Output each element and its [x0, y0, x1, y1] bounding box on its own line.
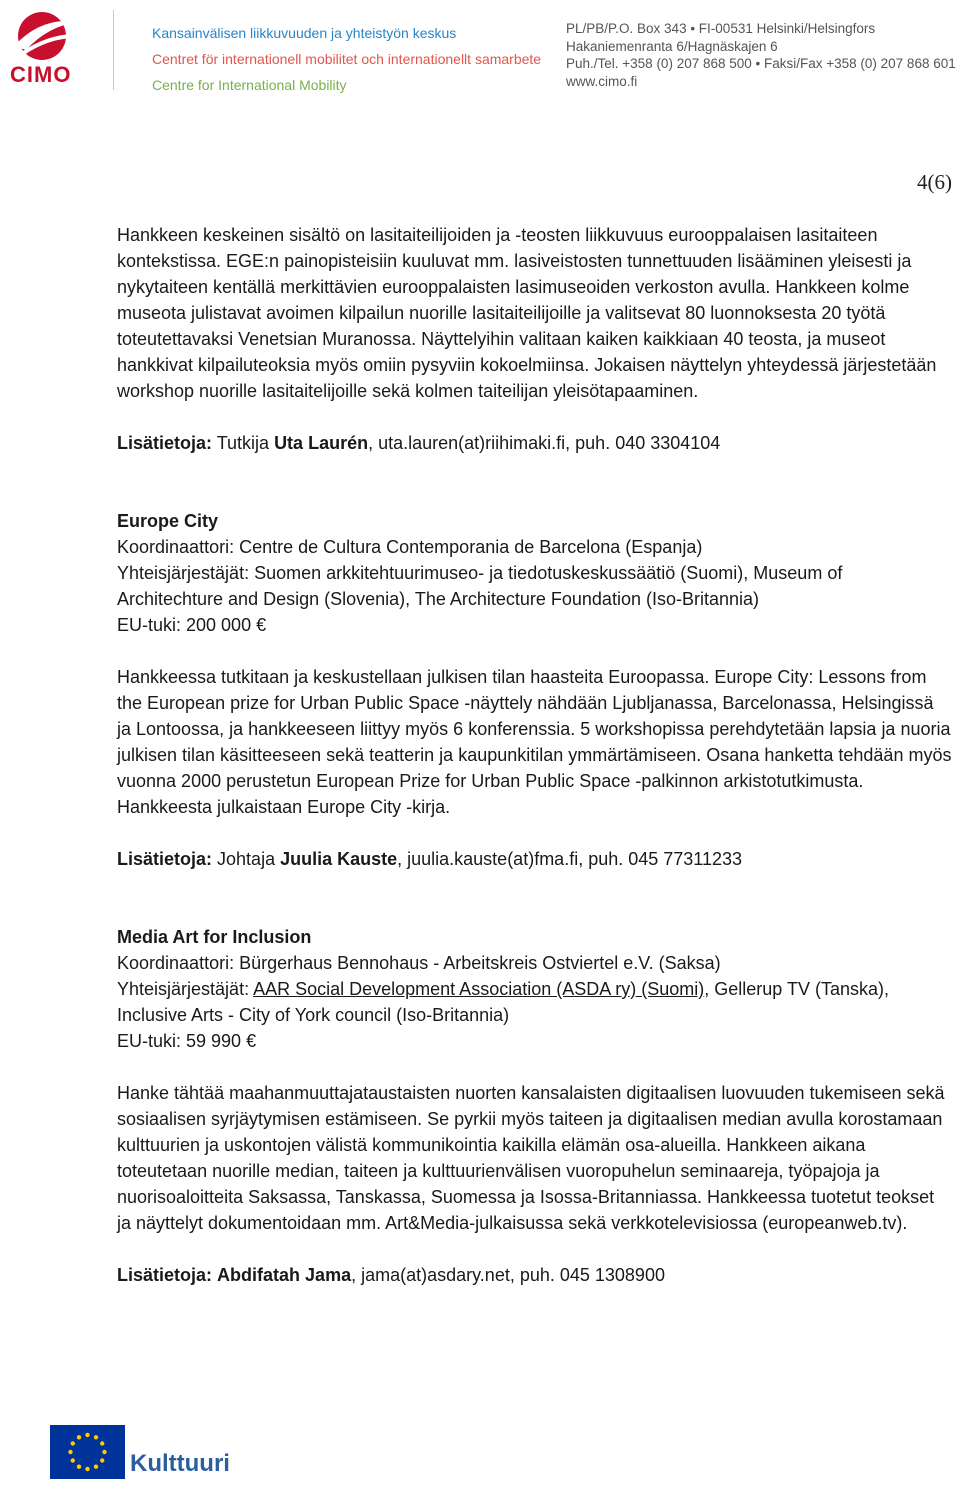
eu-star-icon [77, 1465, 81, 1469]
eu-star-icon [85, 1433, 89, 1437]
media-art-contact [117, 1262, 952, 1288]
grant-line: EU-tuki: 59 990 € [117, 1031, 257, 1051]
section-title-europe-city: Europe City [117, 511, 219, 531]
coordinator-line: Koordinaattori: Centre de Cultura Contemporania de Barcelona (Espanja) [117, 537, 703, 557]
partners-rest: , Gellerup TV (Tanska), Inclusive Arts - City of York council (Iso-Britannia) [117, 979, 889, 1025]
contact-title: Johtaja [212, 849, 281, 869]
partners-label: Yhteisjärjestäjät: [117, 979, 254, 999]
europe-city-contact [117, 846, 952, 872]
document-body [117, 222, 952, 1288]
contact-label: Lisätietoja: [117, 433, 213, 453]
footer-programme-label: Kulttuuri [130, 1450, 230, 1477]
website-link[interactable]: www.cimo.fi [566, 73, 638, 89]
section-title-media-art: Media Art for Inclusion [117, 927, 312, 947]
contact-name: Juulia Kauste [280, 849, 398, 869]
eu-star-icon [71, 1441, 75, 1445]
intro-paragraph: Hankkeen keskeinen sisältö on lasitaiteilijoiden ja -teosten liikkuvuus eurooppalaisen lasitaiteen kontekstissa. EGE:n painopisteisiin kuuluvat mm. lasiveistosten tunnettuuden lisääminen yleisesti ja nykytaiteen kentällä merkittävien eurooppalaisten lasimuseoiden verkoston avulla. Hankkeen kolme museota julistavat avoimen kilpailun nuorille lasitaiteilijoille ja valitsevat 80 luonnoksesta 20 työtä toteutettavaksi Venetsian Muranossa. Näyttelyihin valitaan kaiken kaikkiaan 40 teosta, ja museot hankkivat kilpailuteoksia myös omiin pysyviin kokoelmiinsa. Jokaisen näyttelyn yhteydessä järjestetään workshop nuorille lasitaitelijoille sekä kolmen taiteilijan yleisötapaaminen. [117, 225, 937, 401]
eu-flag-icon [50, 1425, 125, 1479]
contact-details: , uta.lauren(at)riihimaki.fi, puh. 040 3304104 [368, 433, 721, 453]
grant-line: EU-tuki: 200 000 € [117, 615, 267, 635]
eu-star-icon [94, 1465, 98, 1469]
page-number: 4(6) [917, 170, 952, 194]
eu-star-icon [85, 1467, 89, 1471]
eu-star-icon [94, 1435, 98, 1439]
eu-star-icon [71, 1458, 75, 1462]
coordinator-line: Koordinaattori: Bürgerhaus Bennohaus - Arbeitskreis Ostviertel e.V. (Saksa) [117, 953, 721, 973]
org-name-en: Centre for International Mobility [152, 77, 347, 93]
media-art-paragraph: Hanke tähtää maahanmuuttajataustaisten nuorten kansalaisten digitaalisen luovuuden tukemiseen sekä sosiaalisen syrjäytymisen estämiseen. Se pyrkii myös taiteen ja digitaalisen median avulla korostamaan kulttuurien ja uskontojen välistä kommunikointia kaikilla elämän osa-alueilla. Hankkeen aikana toteutetaan nuorille median, taiteen ja kulttuurienvälisen vuoropuhelun seminaareja, työpajoja ja nuorisoaloitteita Saksassa, Tanskassa, Suomessa ja Isossa-Britanniassa. Hankkeessa tuotetut teokset ja näyttelyt dokumentoidaan mm. Art&Media-julkaisussa sekä verkkotelevisiossa (europeanweb.tv). [117, 1083, 945, 1233]
cimo-logo-text: CIMO [10, 62, 72, 87]
contact-label: Lisätietoja: [117, 1265, 213, 1285]
address-line: PL/PB/P.O. Box 343 • FI-00531 Helsinki/Helsingfors [566, 21, 876, 36]
header-divider [113, 10, 114, 90]
partner-link[interactable]: AAR Social Development Association (ASDA ry) (Suomi) [253, 979, 705, 999]
eu-star-icon [77, 1435, 81, 1439]
partners-line: Yhteisjärjestäjät: Suomen arkkitehtuurimuseo- ja tiedotuskeskussäätiö (Suomi), Museum of Architechture and Design (Slovenia), The Architecture Foundation (Iso-Britannia) [117, 563, 843, 609]
letterhead [0, 0, 960, 100]
eu-star-icon [100, 1441, 104, 1445]
address-block [566, 20, 956, 90]
address-line: Hakaniemenranta 6/Hagnäskajen 6 [566, 38, 778, 54]
contact-name: Abdifatah Jama [217, 1265, 352, 1285]
contact-name: Uta Laurén [274, 433, 369, 453]
contact-title: Tutkija [212, 433, 275, 453]
contact-details: , juulia.kauste(at)fma.fi, puh. 045 77311233 [397, 849, 743, 869]
eu-star-icon [68, 1450, 72, 1454]
europe-city-paragraph: Hankkeessa tutkitaan ja keskustellaan julkisen tilan haasteita Euroopassa. Europe City: Lessons from the European prize for Urban Public Space -näyttely nähdään Ljubljanassa, Barcelonassa, Helsingissä ja Lontoossa, ja hankkeeseen liittyy myös 6 konferenssia. 5 workshopissa perehdytetään lapsia ja nuoria julkisen tilan käsitteeseen sekä teatterin ja kaupunkitilan ymmärtämiseen. Osana hanketta tehdään myös vuonna 2000 perustetun European Prize for Urban Public Space -palkinnon arkistotutkimusta. Hankkeesta julkaistaan Europe City -kirja. [117, 667, 952, 817]
partners-line [117, 976, 952, 1028]
address-line: Puh./Tel. +358 (0) 207 868 500 • Faksi/Fax +358 (0) 207 868 601 [566, 56, 956, 71]
eu-star-icon [102, 1450, 106, 1454]
intro-contact [117, 430, 952, 456]
org-name-sv: Centret för internationell mobilitet och internationellt samarbete [152, 51, 542, 67]
eu-star-icon [100, 1458, 104, 1462]
organization-names [152, 20, 541, 98]
org-name-fi: Kansainvälisen liikkuvuuden ja yhteistyön keskus [152, 25, 457, 41]
contact-details: , jama(at)asdary.net, puh. 045 1308900 [351, 1265, 665, 1285]
contact-label: Lisätietoja: [117, 849, 213, 869]
